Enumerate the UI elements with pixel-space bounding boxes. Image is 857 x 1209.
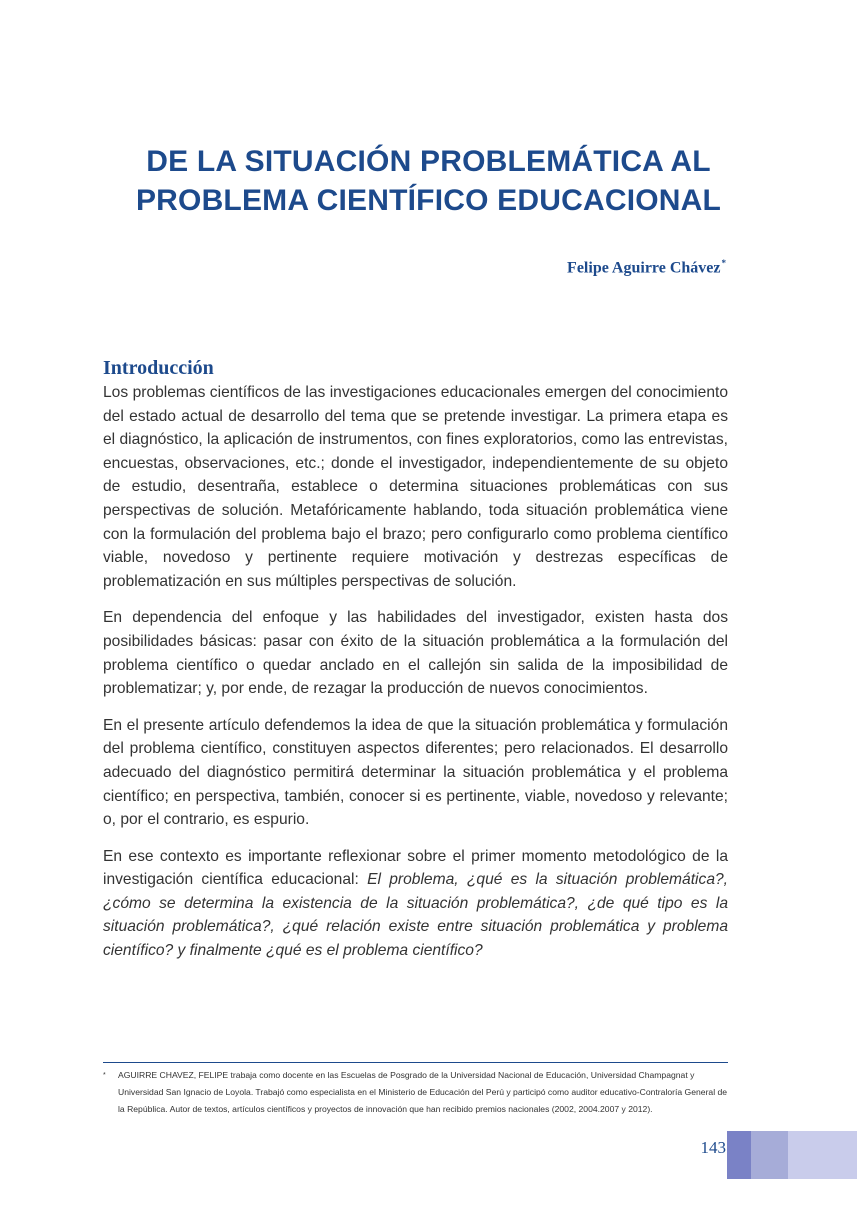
page-number: 143 — [700, 1138, 726, 1157]
footnote-divider — [103, 1062, 728, 1063]
body-paragraph-1: Los problemas científicos de las investigaciones educacionales emergen del conocimiento del estado actual de desarrollo del tema que se pretende investigar. La primera etapa es el diagnóstico, la aplicación de instrumentos, con fines exploratorios, como las entrevistas, encuestas, observaciones, etc.; donde el investigador, independientemente de su objeto de estudio, desentraña, establece o determina situaciones problemáticas con sus perspectivas de solución. Metafóricamente hablando, toda situación problemática viene con la formulación del problema bajo el brazo; pero configurarlo como problema científico viable, novedoso y pertinente requiere motivación y destrezas específicas de problematización en sus múltiples perspectivas de solución. — [103, 384, 728, 590]
author-byline — [567, 258, 726, 277]
page-tab-light — [788, 1131, 857, 1179]
body-paragraph-3: En el presente artículo defendemos la idea de que la situación problemática y formulación del problema científico, constituyen aspectos diferentes; pero relacionados. El desarrollo adecuado del diagnóstico permitirá determinar la situación problemática y el problema científico; en perspectiva, también, conocer si es pertinente, viable, novedoso y relevante; o, por el contrario, es espurio. — [103, 716, 728, 829]
title-line-1: DE LA SITUACIÓN PROBLEMÁTICA AL — [146, 145, 711, 179]
page-tab-mid — [751, 1131, 788, 1179]
paragraph-4-intro: En ese contexto es importante reflexionar sobre el primer momento metodológico de la investigación científica educacional: — [103, 847, 728, 889]
body-paragraph-4 — [103, 845, 728, 963]
article-title — [60, 142, 797, 220]
section-heading: Introducción — [103, 356, 214, 379]
page-tab-dark — [727, 1131, 751, 1179]
footnote-mark: * — [103, 1072, 106, 1079]
paragraph-4-questions: El problema, ¿qué es la situación problemática?, ¿cómo se determina la existencia de la situación problemática?, ¿de qué tipo es la situación problemática?, ¿qué relación existe entre situación problemática y problema científico? y finalmente ¿qué es el problema científico? — [103, 871, 728, 960]
footnote-text: AGUIRRE CHAVEZ, FELIPE trabaja como docente en las Escuelas de Posgrado de la Universidad Nacional de Educación, Universidad Champagnat y Universidad San Ignacio de Loyola. Trabajó como especialista en el Ministerio de Educación del Perú y participó como auditor educativo-Contraloría General de la República. Autor de textos, artículos científicos y proyectos de innovación que han recibido premios nacionales (2002, 2004.2007 y 2012). — [118, 1070, 728, 1114]
title-line-2: PROBLEMA CIENTÍFICO EDUCACIONAL — [135, 184, 722, 218]
article-body — [103, 381, 728, 976]
body-paragraph-2: En dependencia del enfoque y las habilidades del investigador, existen hasta dos posibilidades básicas: pasar con éxito de la situación problemática a la formulación del problema científico o quedar anclado en el callejón sin salida de la imposibilidad de problematizar; y, por ende, de rezagar la producción de nuevos conocimientos. — [103, 609, 728, 698]
footnote — [103, 1067, 728, 1118]
author-name: Felipe Aguirre Chávez — [567, 259, 721, 277]
author-footnote-mark: * — [721, 258, 726, 268]
